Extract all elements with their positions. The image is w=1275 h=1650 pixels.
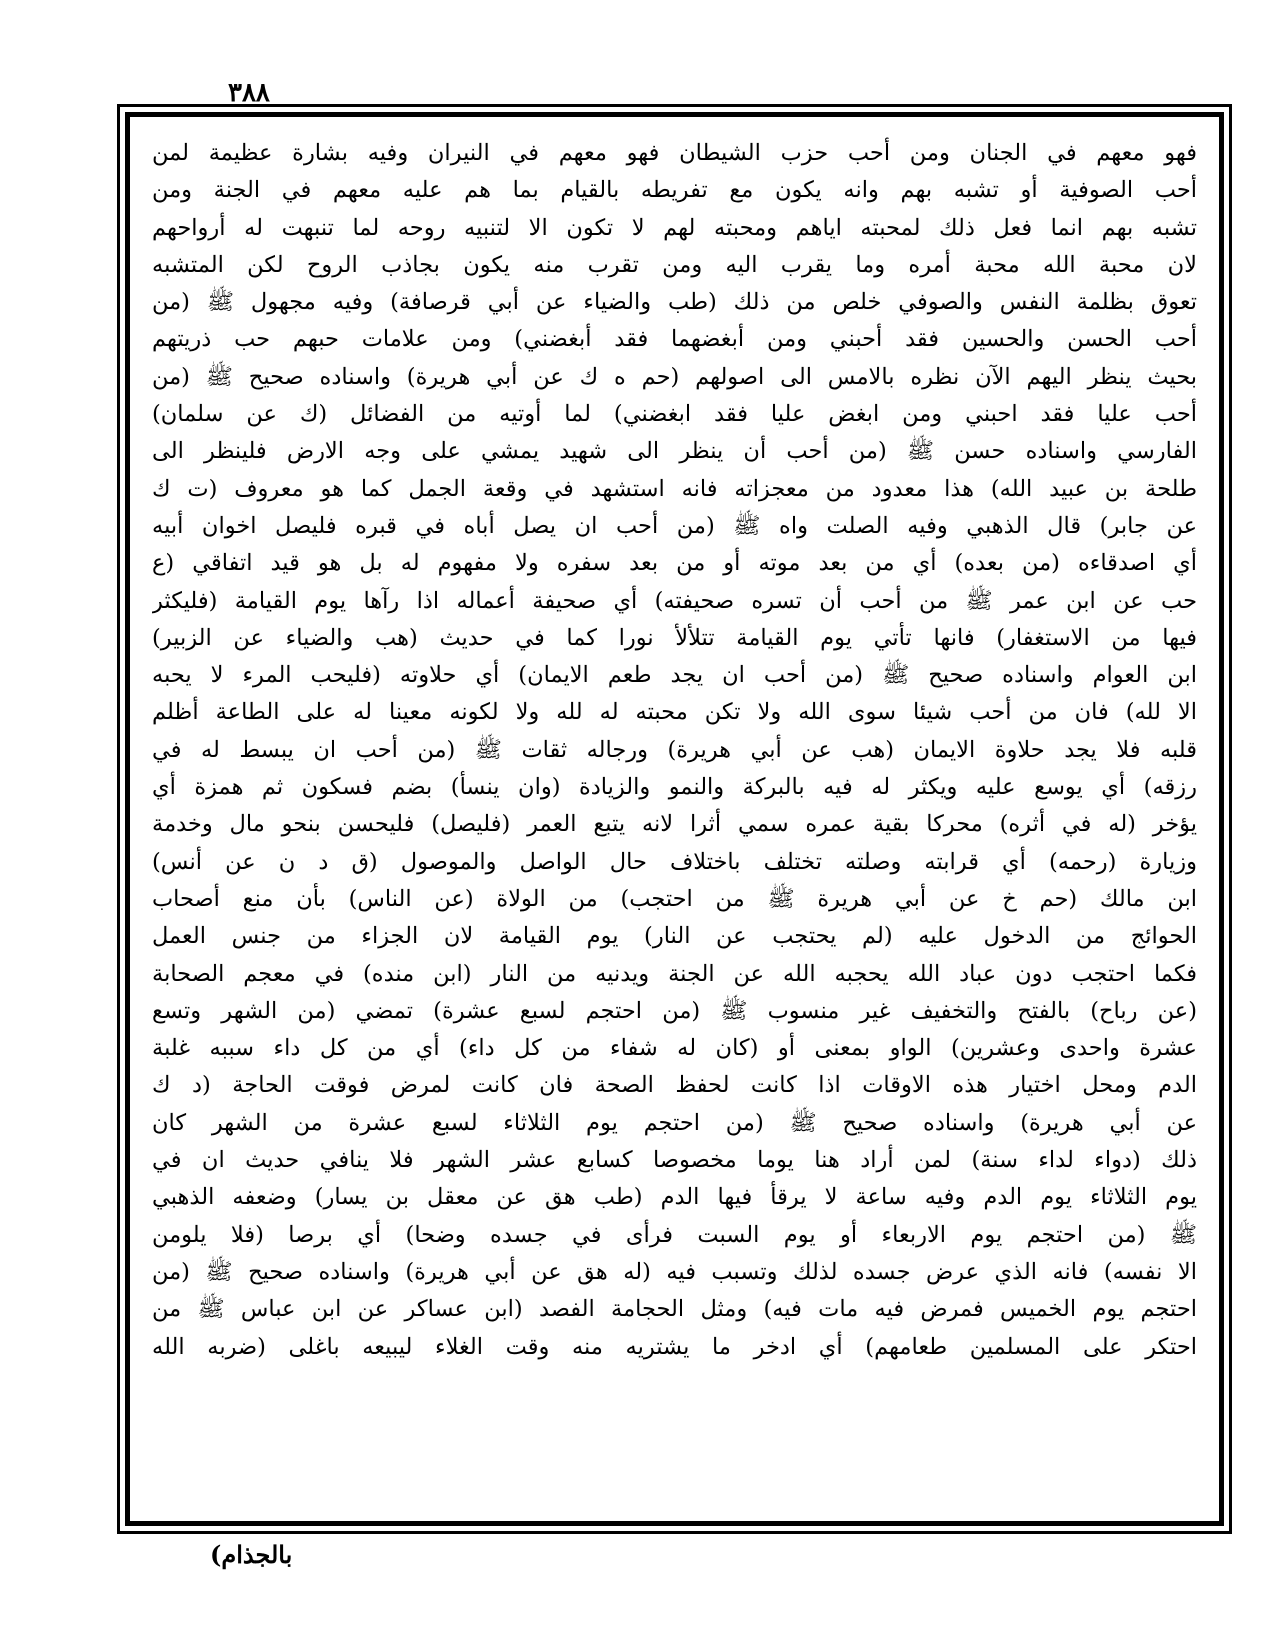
text-line: الا لله) فان من أحب شيئا سوى الله ولا تكن محبته له لله ولا لكونه معينا له على الطاعة أظلم [152,699,1197,726]
text-line: حب عن ابن عمر ﷺ من أحب أن تسره صحيفته) أي صحيفة أعماله اذا رآها يوم القيامة (فليكثر [152,587,1197,614]
text-line: رزقه) أي يوسع عليه ويكثر له فيه بالبركة والنمو والزيادة (وان ينسأ) بضم فسكون ثم همزة أي [152,774,1197,801]
text-line: احتكر على المسلمين طعامهم) أي ادخر ما يشتريه منه وقت الغلاء ليبيعه باغلى (ضربه الله [152,1333,1197,1360]
text-line: عن أبي هريرة) واسناده صحيح ﷺ (من احتجم يوم الثلاثاء لسبع عشرة من الشهر كان [152,1109,1197,1136]
text-line: (عن رباح) بالفتح والتخفيف غير منسوب ﷺ (من احتجم لسبع عشرة) تمضي (من الشهر وتسع [152,997,1197,1024]
text-line: أحب الحسن والحسين فقد أحبني ومن أبغضهما فقد أبغضني) ومن علامات حبهم حب ذريتهم [152,326,1197,353]
text-line: ابن مالك (حم خ عن أبي هريرة ﷺ من احتجب) من الولاة (عن الناس) بأن منع أصحاب [152,885,1197,912]
text-body [152,135,1197,1366]
catchword: بالجذام) [210,1540,293,1569]
text-line: يوم الثلاثاء يوم الدم وفيه ساعة لا يرقأ فيها الدم (طب هق عن معقل بن يسار) وضعفه الذهبي [152,1184,1197,1211]
page-number: ٣٨٨ [228,78,270,108]
text-line: تشبه بهم انما فعل ذلك لمحبته اياهم ومحبته لهم لا تكون الا لتنبيه روحه لما تنبهت له أرواحهم [152,214,1197,241]
text-line: فكما احتجب دون عباد الله يحجبه الله عن الجنة ويدنيه من النار (ابن منده) في معجم الصحابة [152,960,1197,987]
text-line: وزيارة (رحمه) أي قرابته وصلته تختلف باختلاف حال الواصل والموصول (ق د ن عن أنس) [152,848,1197,875]
text-line: ابن العوام واسناده صحيح ﷺ (من أحب ان يجد طعم الايمان) أي حلاوته (فليحب المرء لا يحبه [152,662,1197,689]
text-line: طلحة بن عبيد الله) هذا معدود من معجزاته فانه استشهد في وقعة الجمل كما هو معروف (ت ك [152,475,1197,502]
text-line: فهو معهم في الجنان ومن أحب حزب الشيطان فهو معهم في النيران وفيه بشارة عظيمة لمن [152,140,1197,166]
text-line: بحيث ينظر اليهم الآن نظره بالامس الى اصولهم (حم ه ك عن أبي هريرة) واسناده صحيح ﷺ (من [152,363,1197,390]
text-line: تعوق بظلمة النفس والصوفي خلص من ذلك (طب والضياء عن أبي قرصافة) وفيه مجهول ﷺ (من [152,289,1197,316]
text-line: عن جابر) قال الذهبي وفيه الصلت واه ﷺ (من أحب ان يصل أباه في قبره فليصل اخوان أبيه [152,512,1197,539]
text-line: الفارسي واسناده حسن ﷺ (من أحب أن ينظر الى شهيد يمشي على وجه الارض فلينظر الى [152,438,1197,465]
text-line: أي اصدقاءه (من بعده) أي من بعد موته أو من بعد سفره ولا مفهوم له بل هو قيد اتفاقي (ع [152,550,1197,577]
text-line: الا نفسه) فانه الذي عرض جسده لذلك وتسبب فيه (له هق عن أبي هريرة) واسناده صحيح ﷺ (من [152,1258,1197,1285]
text-line: لان محبة الله محبة أمره وما يقرب اليه ومن تقرب منه يكون بجاذب الروح لكن المتشبه [152,251,1197,278]
text-line: ذلك (دواء لداء سنة) لمن أراد هنا يوما مخصوصا كسابع عشر الشهر فلا ينافي حديث ان في [152,1147,1197,1174]
text-line: أحب الصوفية أو تشبه بهم وانه يكون مع تفريطه بالقيام بما هم عليه معهم في الجنة ومن [152,177,1197,204]
text-line: احتجم يوم الخميس فمرض فيه مات فيه) ومثل الحجامة الفصد (ابن عساكر عن ابن عباس ﷺ من [152,1296,1197,1323]
text-line: الحوائج من الدخول عليه (لم يحتجب عن النار) يوم القيامة لان الجزاء من جنس العمل [152,923,1197,950]
text-line: ﷺ (من احتجم يوم الاربعاء أو يوم السبت فرأى في جسده وضحا) أي برصا (فلا يلومن [152,1221,1197,1248]
page-frame-inner [125,112,1224,1526]
text-line: قلبه فلا يجد حلاوة الايمان (هب عن أبي هريرة) ورجاله ثقات ﷺ (من أحب ان يبسط له في [152,736,1197,763]
text-line: الدم ومحل اختيار هذه الاوقات اذا كانت لحفظ الصحة فان كانت لمرض فوقت الحاجة (د ك [152,1072,1197,1099]
text-line: يؤخر (له في أثره) محركا بقية عمره سمي أثرا لانه يتبع العمر (فليصل) فليحسن بنحو مال وخدمة [152,811,1197,838]
text-line: أحب عليا فقد احبني ومن ابغض عليا فقد ابغضني) لما أوتيه من الفضائل (ك عن سلمان) [152,401,1197,428]
text-line: فيها من الاستغفار) فانها تأتي يوم القيامة تتلألأ نورا كما في حديث (هب والضياء عن الزبير) [152,624,1197,651]
text-line: عشرة واحدى وعشرين) الواو بمعنى أو (كان له شفاء من كل داء) أي من كل داء سببه غلبة [152,1035,1197,1062]
